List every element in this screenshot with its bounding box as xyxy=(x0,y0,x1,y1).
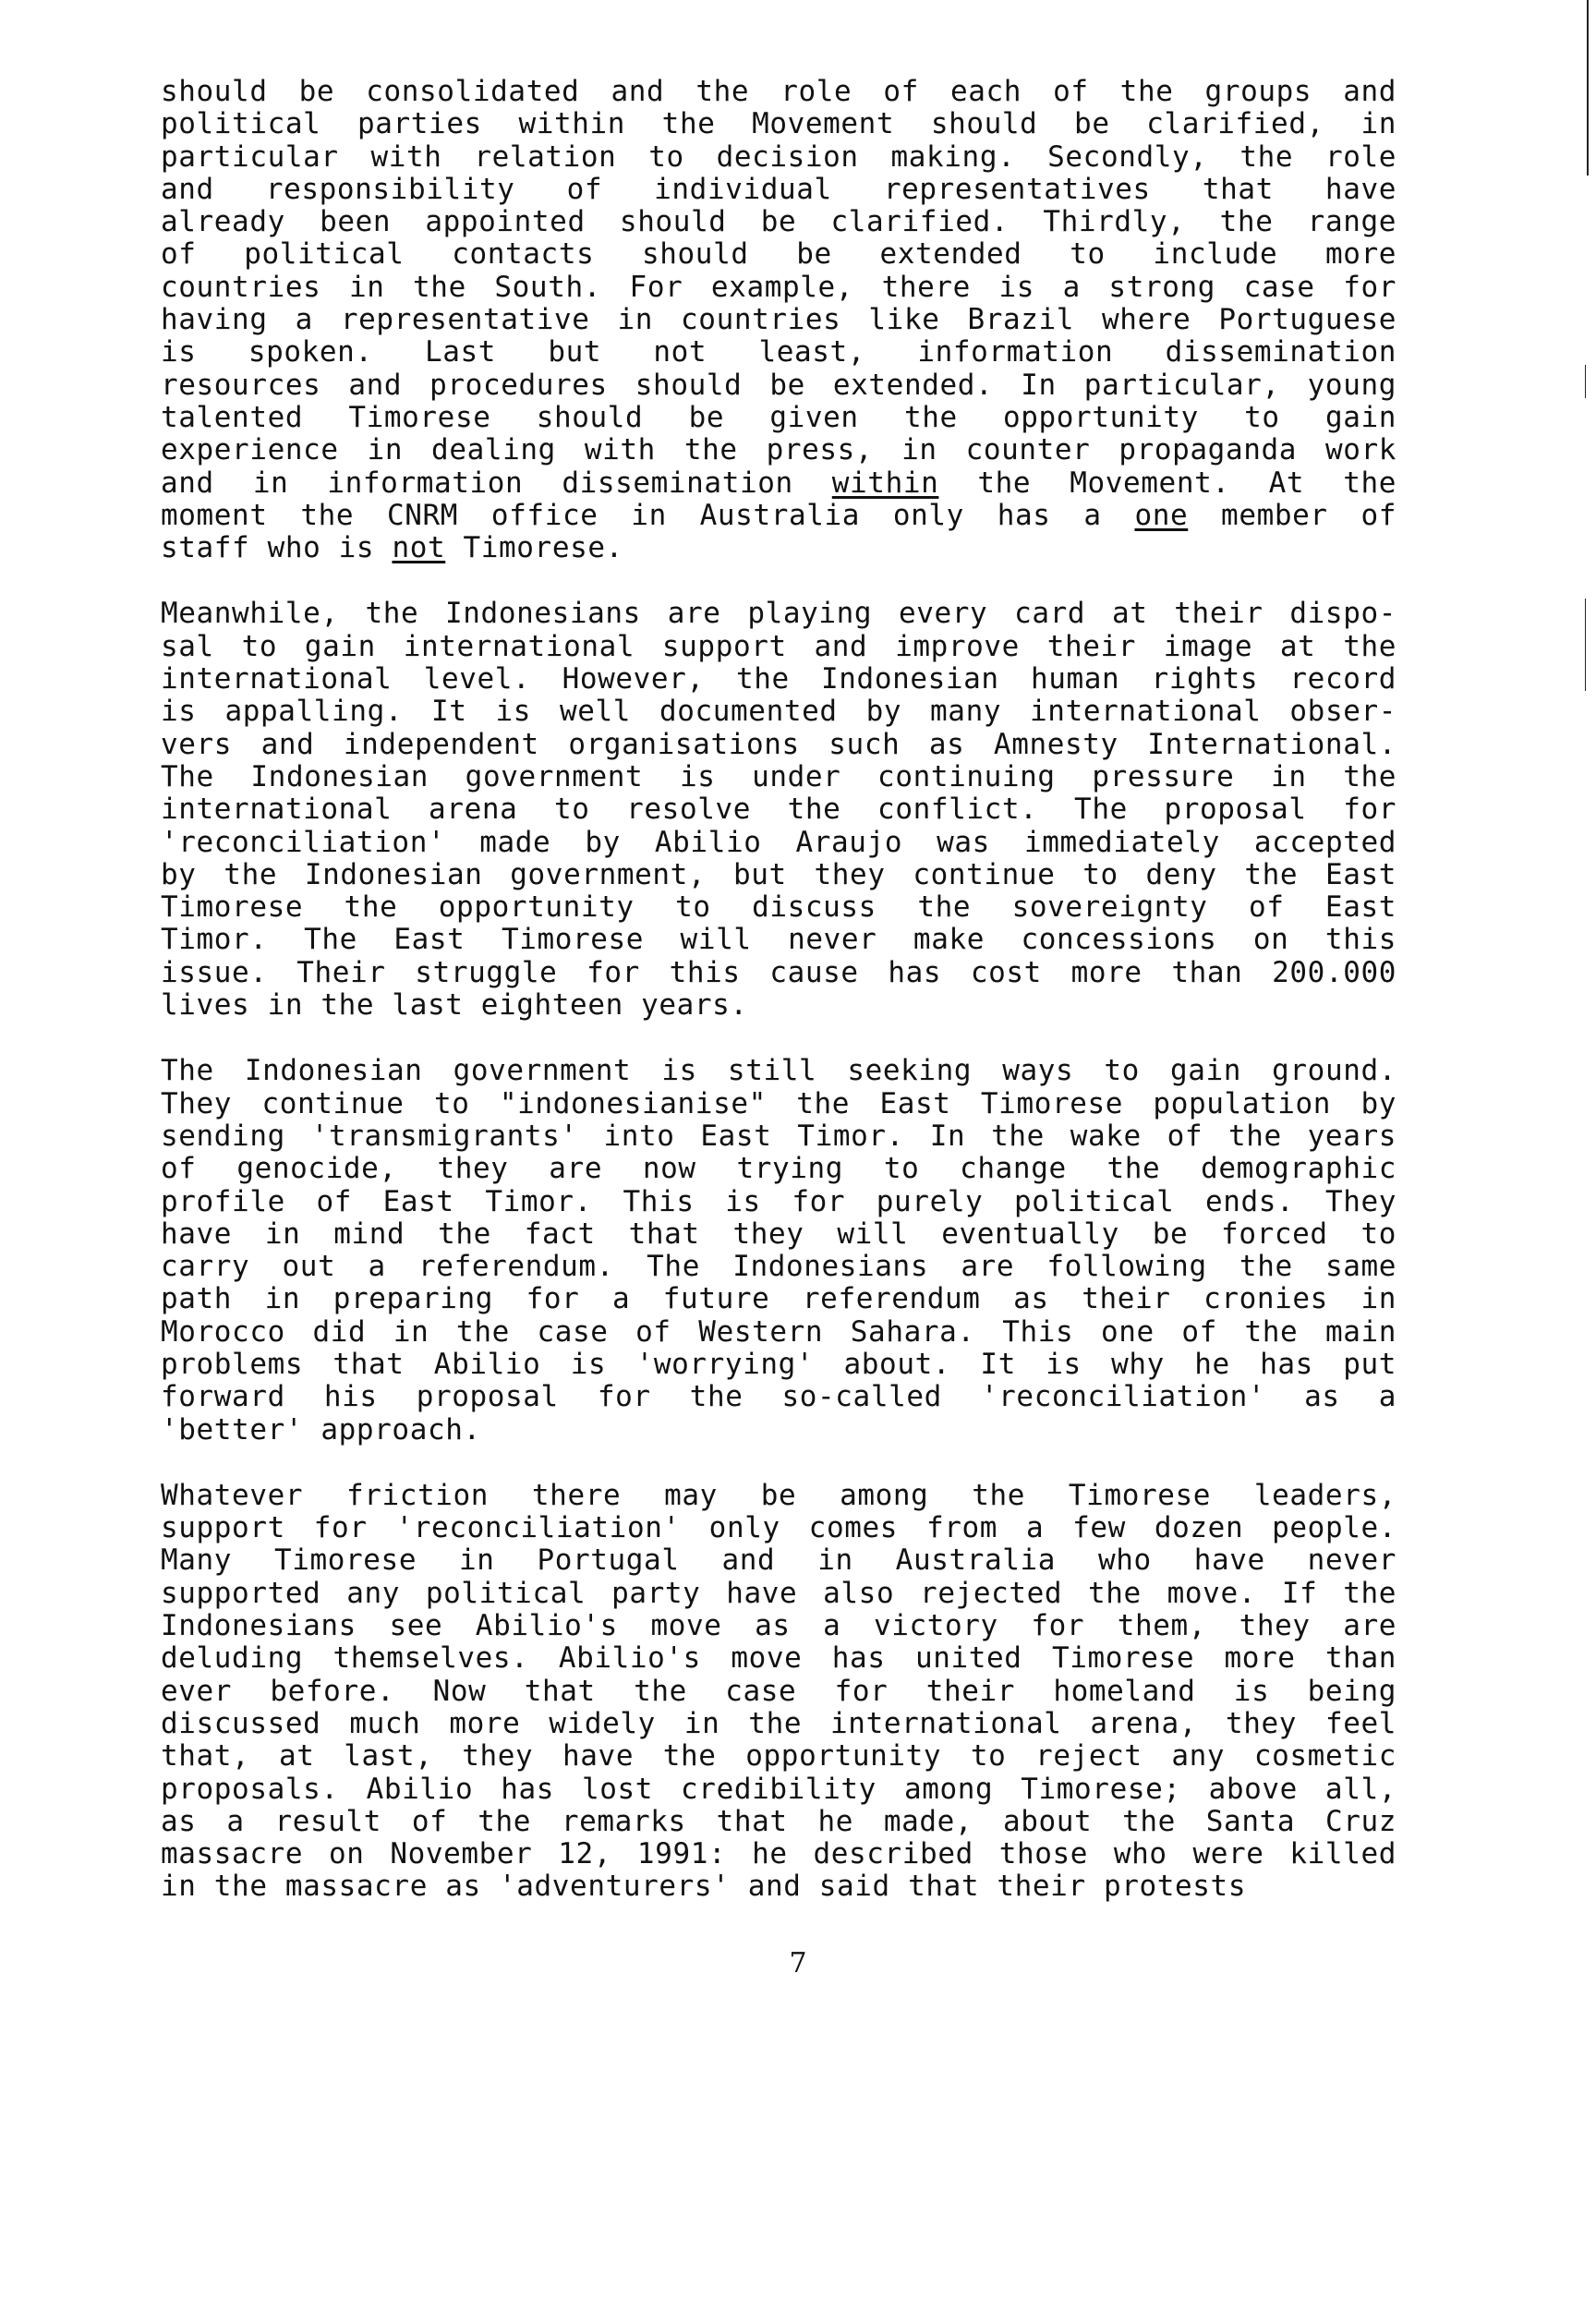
text-segment: the Movement. At the xyxy=(938,466,1396,500)
paragraph xyxy=(161,76,1396,564)
text-segment: massacre on November 12, 1991: he described those who were killed xyxy=(161,1837,1396,1871)
text-segment: member of xyxy=(1188,498,1396,532)
text-segment: and in information dissemination xyxy=(161,466,832,500)
paragraph xyxy=(161,1055,1396,1447)
paragraph xyxy=(161,1480,1396,1904)
text-segment: resources and procedures should be extended. In particular, young xyxy=(161,368,1396,402)
text-segment: proposals. Abilio has lost credibility among Timorese; above all, xyxy=(161,1772,1396,1806)
margin-mark-top xyxy=(1587,0,1589,176)
text-line xyxy=(161,1578,1396,1610)
text-line xyxy=(161,957,1396,989)
text-line xyxy=(161,1642,1396,1675)
text-segment: is spoken. Last but not least, information dissemination xyxy=(161,335,1396,369)
text-line xyxy=(161,1676,1396,1708)
text-segment: is appalling. It is well documented by many international obser- xyxy=(161,695,1396,729)
text-line xyxy=(161,989,1396,1022)
text-segment: Timorese. xyxy=(445,531,623,565)
text-segment: sal to gain international support and improve their image at the xyxy=(161,629,1396,663)
text-line xyxy=(161,434,1396,466)
text-line xyxy=(161,1153,1396,1185)
text-line xyxy=(161,1773,1396,1806)
text-segment: by the Indonesian government, but they continue to deny the East xyxy=(161,857,1396,891)
text-line xyxy=(161,1381,1396,1413)
text-line xyxy=(161,1186,1396,1218)
text-line xyxy=(161,1055,1396,1087)
text-segment: profile of East Timor. This is for purely political ends. They xyxy=(161,1184,1396,1218)
text-segment: Whatever friction there may be among the Timorese leaders, xyxy=(161,1478,1396,1512)
underlined-word: not xyxy=(392,531,446,565)
text-line xyxy=(161,336,1396,369)
text-line xyxy=(161,304,1396,336)
text-segment: Timorese the opportunity to discuss the sovereignty of East xyxy=(161,890,1396,925)
text-line xyxy=(161,598,1396,630)
text-segment: having a representative in countries like Brazil where Portuguese xyxy=(161,303,1396,337)
text-segment: sending 'transmigrants' into East Timor. In the wake of the years xyxy=(161,1119,1396,1153)
underlined-word: within xyxy=(831,466,939,500)
text-segment: Indonesians see Abilio's move as a victory for them, they are xyxy=(161,1609,1396,1643)
page-number: 7 xyxy=(789,1947,807,1979)
text-segment: already been appointed should be clarified. Thirdly, the range xyxy=(161,205,1396,239)
text-line xyxy=(161,631,1396,663)
text-line xyxy=(161,1218,1396,1251)
text-segment: discussed much more widely in the international arena, they feel xyxy=(161,1706,1396,1740)
text-line xyxy=(161,1251,1396,1283)
text-line xyxy=(161,272,1396,304)
text-line xyxy=(161,1283,1396,1315)
text-line xyxy=(161,1088,1396,1120)
text-line xyxy=(161,1806,1396,1838)
text-segment: particular with relation to decision making. Secondly, the role xyxy=(161,139,1396,174)
text-line xyxy=(161,141,1396,174)
text-line xyxy=(161,663,1396,696)
margin-mark-middle xyxy=(1585,365,1586,398)
text-segment: The Indonesian government is under continuing pressure in the xyxy=(161,759,1396,793)
text-segment: 'reconciliation' made by Abilio Araujo was immediately accepted xyxy=(161,825,1396,859)
text-line xyxy=(161,1316,1396,1349)
text-line xyxy=(161,827,1396,859)
text-segment: in the massacre as 'adventurers' and said that their protests xyxy=(161,1870,1247,1904)
text-line xyxy=(161,174,1396,206)
text-segment: as a result of the remarks that he made, about the Santa Cruz xyxy=(161,1804,1396,1838)
text-segment: lives in the last eighteen years. xyxy=(161,988,748,1023)
text-segment: political parties within the Movement should be clarified, in xyxy=(161,107,1396,141)
text-segment: issue. Their struggle for this cause has cost more than 200.000 xyxy=(161,955,1396,989)
text-segment: of political contacts should be extended to include more xyxy=(161,237,1396,272)
text-line xyxy=(161,1414,1396,1447)
text-segment: international level. However, the Indonesian human rights record xyxy=(161,662,1396,696)
text-segment: Meanwhile, the Indonesians are playing every card at their dispo- xyxy=(161,597,1396,631)
text-line xyxy=(161,1870,1396,1903)
text-segment: Many Timorese in Portugal and in Australia who have never xyxy=(161,1543,1396,1578)
text-segment: and responsibility of individual representatives that have xyxy=(161,172,1396,206)
text-segment: should be consolidated and the role of each of the groups and xyxy=(161,75,1396,108)
text-line xyxy=(161,76,1396,108)
text-segment: of genocide, they are now trying to change the demographic xyxy=(161,1152,1396,1186)
text-line xyxy=(161,532,1396,564)
text-segment: problems that Abilio is 'worrying' about. It is why he has put xyxy=(161,1347,1396,1381)
text-segment: that, at last, they have the opportunity to reject any cosmetic xyxy=(161,1739,1396,1773)
document-body xyxy=(161,76,1396,1937)
text-line xyxy=(161,1349,1396,1381)
text-segment: staff who is xyxy=(161,531,393,565)
text-line xyxy=(161,1120,1396,1153)
text-line xyxy=(161,696,1396,728)
text-line xyxy=(161,108,1396,140)
text-line xyxy=(161,729,1396,761)
text-segment: talented Timorese should be given the opportunity to gain xyxy=(161,400,1396,434)
text-line xyxy=(161,369,1396,402)
text-line xyxy=(161,500,1396,532)
text-segment: experience in dealing with the press, in counter propaganda work xyxy=(161,433,1396,467)
text-line xyxy=(161,859,1396,891)
text-segment: path in preparing for a future referendum as their cronies in xyxy=(161,1282,1396,1316)
paragraph xyxy=(161,598,1396,1022)
text-segment: ever before. Now that the case for their homeland is being xyxy=(161,1674,1396,1708)
text-line xyxy=(161,761,1396,793)
text-segment: carry out a referendum. The Indonesians are following the same xyxy=(161,1250,1396,1284)
text-segment: have in mind the fact that they will eventually be forced to xyxy=(161,1217,1396,1251)
text-segment: supported any political party have also rejected the move. If the xyxy=(161,1576,1396,1610)
text-line xyxy=(161,402,1396,434)
text-line xyxy=(161,924,1396,956)
text-segment: countries in the South. For example, there is a strong case for xyxy=(161,270,1396,304)
text-line xyxy=(161,1480,1396,1512)
text-line xyxy=(161,793,1396,826)
text-segment: Morocco did in the case of Western Sahara. This one of the main xyxy=(161,1314,1396,1349)
text-line xyxy=(161,1838,1396,1870)
text-line xyxy=(161,467,1396,500)
text-segment: 'better' approach. xyxy=(161,1412,481,1447)
text-segment: forward his proposal for the so-called 'reconciliation' as a xyxy=(161,1380,1396,1414)
text-line xyxy=(161,206,1396,238)
text-segment: deluding themselves. Abilio's move has united Timorese more than xyxy=(161,1641,1396,1676)
text-segment: The Indonesian government is still seeking ways to gain ground. xyxy=(161,1054,1396,1088)
text-line xyxy=(161,1512,1396,1544)
margin-mark-lower xyxy=(1585,599,1586,691)
text-segment: moment the CNRM office in Australia only has a xyxy=(161,498,1135,532)
text-line xyxy=(161,1708,1396,1740)
text-line xyxy=(161,1544,1396,1577)
text-segment: international arena to resolve the conflict. The proposal for xyxy=(161,793,1396,827)
text-line xyxy=(161,1610,1396,1642)
text-segment: Timor. The East Timorese will never make concessions on this xyxy=(161,923,1396,957)
text-segment: vers and independent organisations such as Amnesty International. xyxy=(161,727,1396,761)
underlined-word: one xyxy=(1134,498,1189,532)
text-line xyxy=(161,238,1396,271)
text-segment: support for 'reconciliation' only comes from a few dozen people. xyxy=(161,1511,1396,1545)
text-segment: They continue to "indonesianise" the East Timorese population by xyxy=(161,1086,1396,1120)
text-line xyxy=(161,1740,1396,1773)
text-line xyxy=(161,891,1396,924)
